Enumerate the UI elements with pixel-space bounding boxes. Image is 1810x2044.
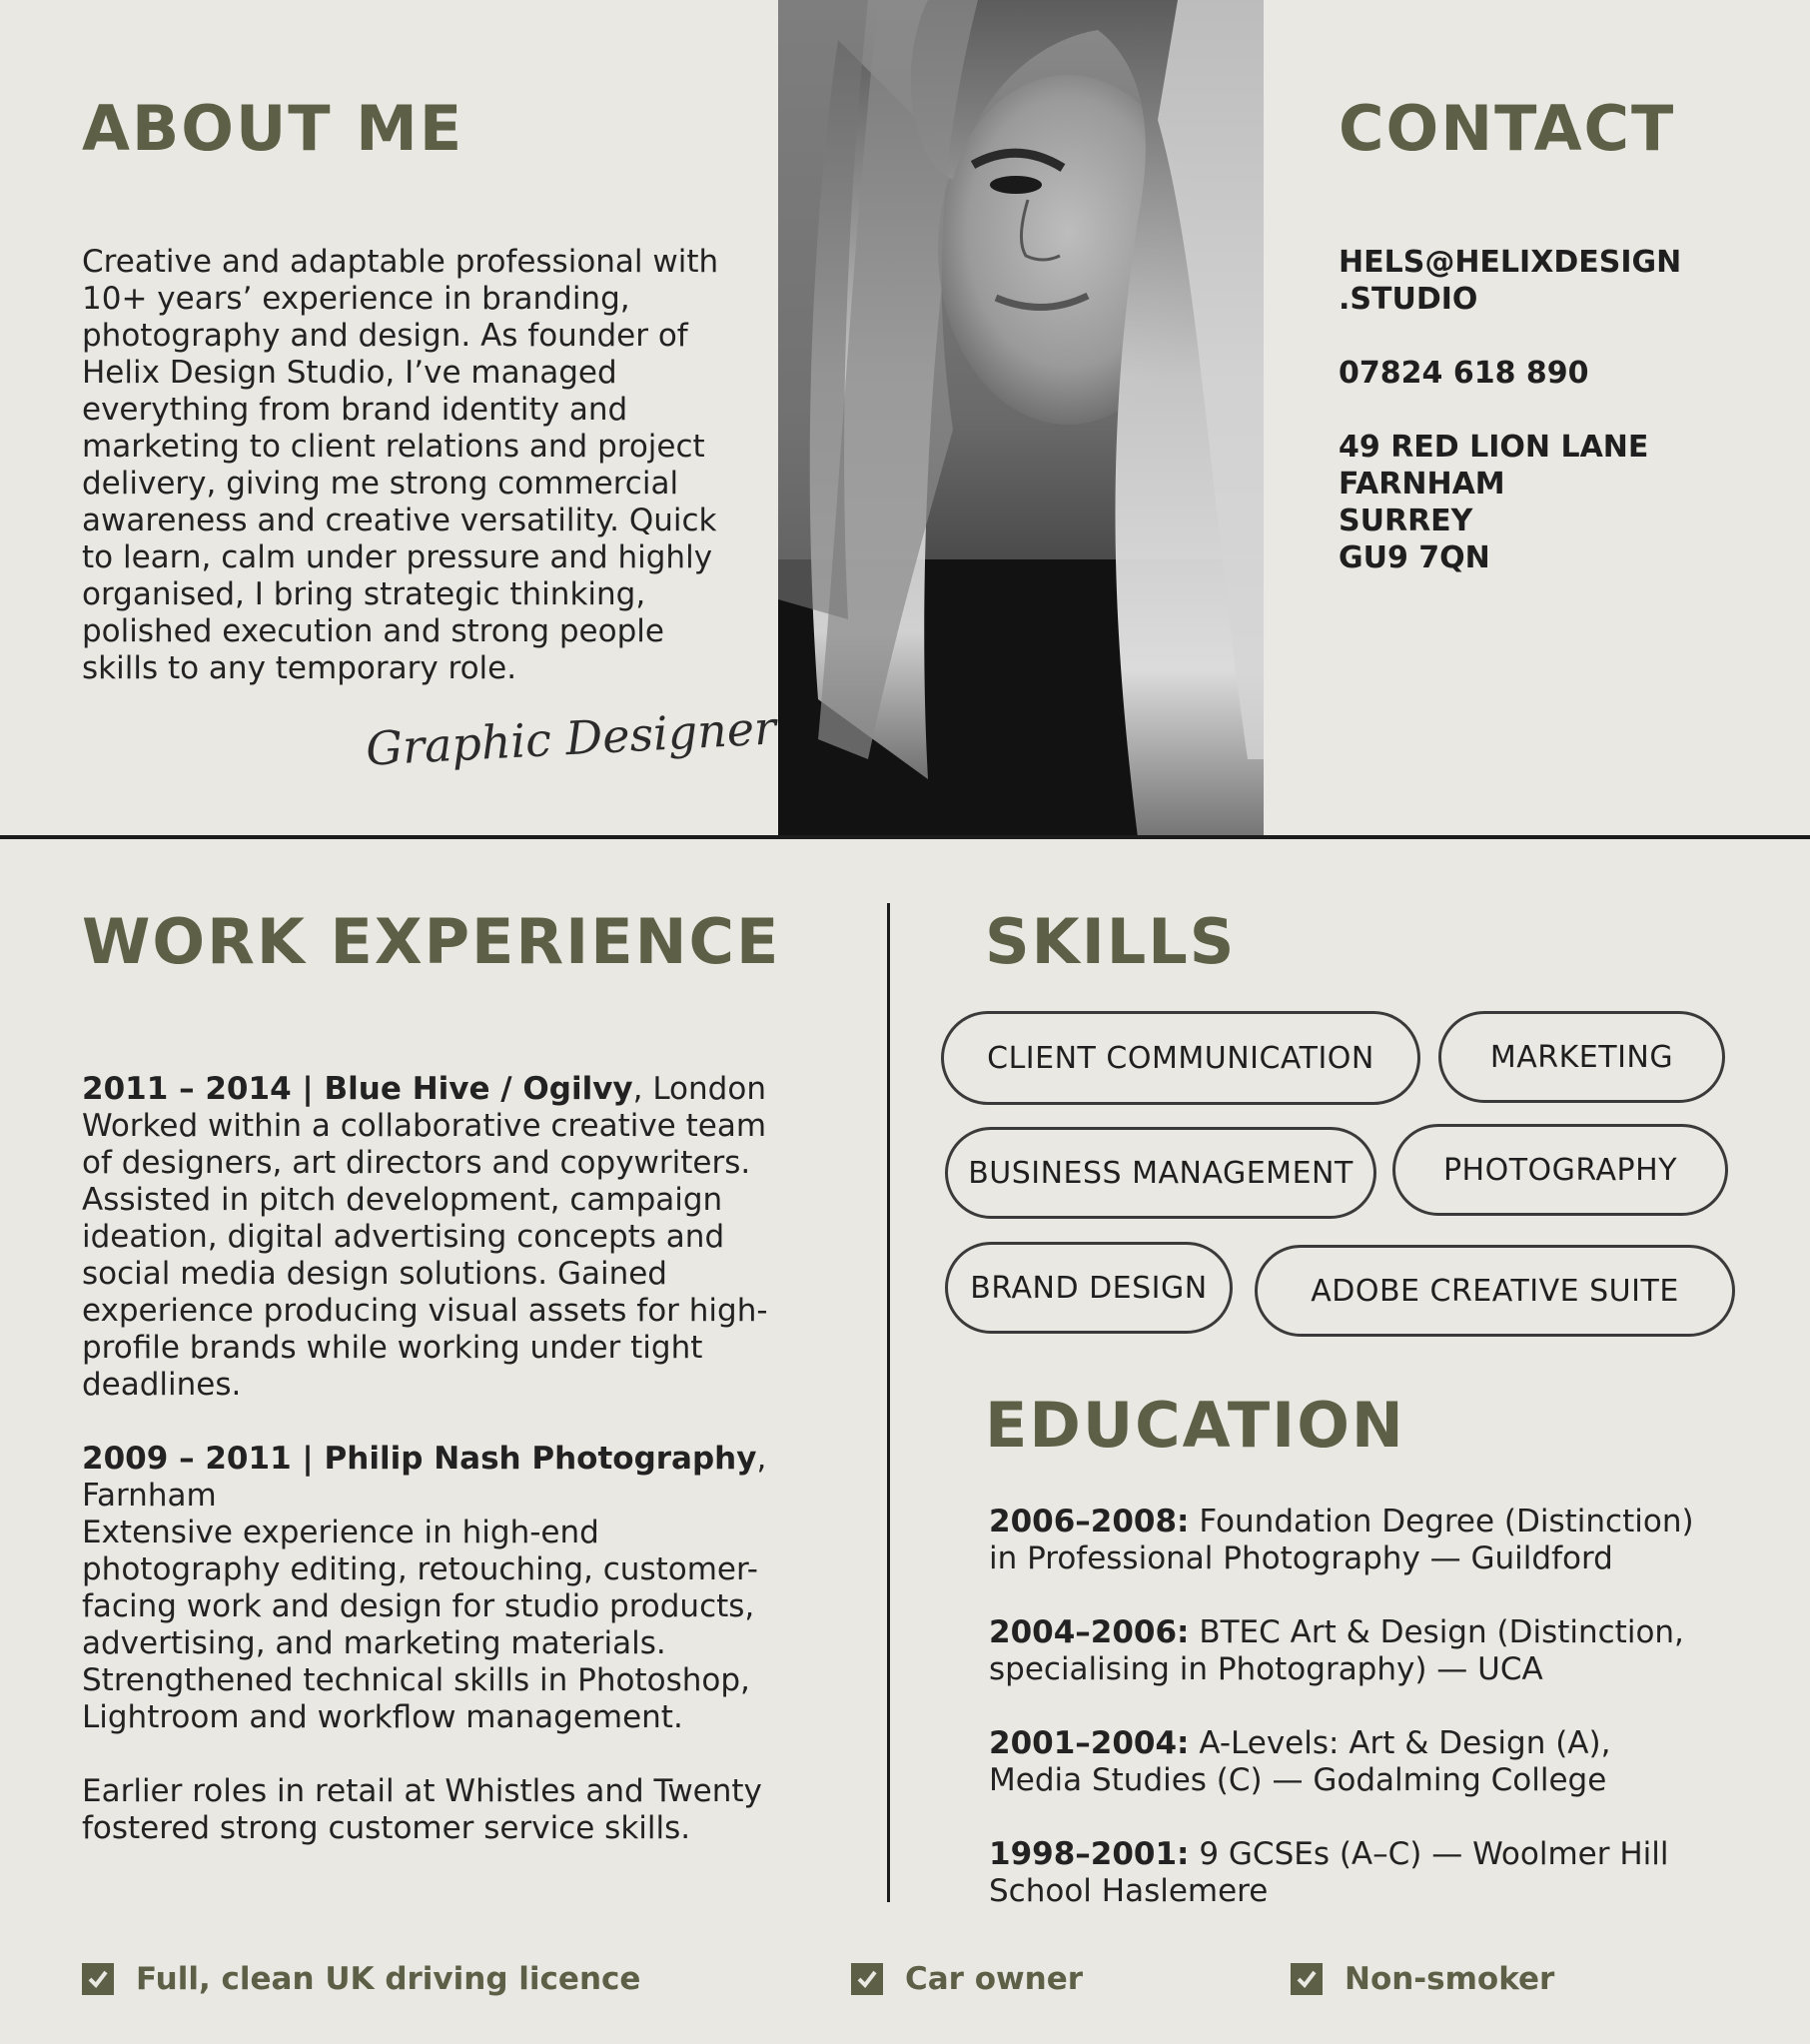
education-item <box>989 1504 1708 1577</box>
education-item <box>989 1614 1708 1688</box>
email-line-1[interactable]: HELS@HELIXDESIGN <box>1339 245 1682 280</box>
skill-pill: CLIENT COMMUNICATION <box>941 1011 1420 1105</box>
about-heading: ABOUT ME <box>82 92 464 165</box>
address-line-3: SURREY <box>1339 504 1473 538</box>
checkbox-icon <box>1291 1963 1323 1995</box>
email-line-2[interactable]: .STUDIO <box>1339 282 1478 317</box>
job-location: , London <box>632 1071 766 1107</box>
phone-number[interactable]: 07824 618 890 <box>1339 356 1589 391</box>
skill-pill: ADOBE CREATIVE SUITE <box>1255 1245 1735 1337</box>
skill-pill: BRAND DESIGN <box>945 1242 1233 1334</box>
check-driving-licence <box>82 1961 640 1997</box>
education-years: 2004–2006: <box>989 1614 1190 1650</box>
education-text: A-Levels: Art & Design (A), Media Studies (C) — Godalming College <box>989 1725 1611 1798</box>
education-years: 2001–2004: <box>989 1725 1190 1761</box>
job-title: 2009 – 2011 | Philip Nash Photography <box>82 1441 757 1477</box>
job-entry <box>82 1441 781 1736</box>
education-years: 1998–2001: <box>989 1836 1190 1872</box>
signature-graphic-designer: Graphic Designer <box>364 700 778 776</box>
address-line-4: GU9 7QN <box>1339 540 1490 575</box>
address-line-2: FARNHAM <box>1339 467 1505 502</box>
job-location: , Farnham <box>82 1441 767 1514</box>
job-entry <box>82 1071 781 1404</box>
work-experience-list <box>82 1071 781 1884</box>
about-text: Creative and adaptable professional with 10+ years’ experience in branding, photography and design. As founder of Helix Design Studio, I’ve managed everything from brand identity and marketing to client relations and project delivery, giving me strong commercial awareness and creative versatility. Quick to learn, calm under pressure and highly organised, I bring strategic thinking, polished execution and strong people skills to any temporary role. <box>82 244 719 686</box>
education-item <box>989 1836 1708 1910</box>
check-label: Non-smoker <box>1345 1961 1555 1997</box>
education-years: 2006–2008: <box>989 1504 1190 1539</box>
horizontal-divider <box>0 835 1810 839</box>
profile-photo <box>778 0 1264 837</box>
education-item <box>989 1725 1708 1799</box>
education-text: Foundation Degree (Distinction) in Professional Photography — Guildford <box>989 1504 1694 1576</box>
check-label: Full, clean UK driving licence <box>136 1961 641 1997</box>
education-text: 9 GCSEs (A–C) — Woolmer Hill School Haslemere <box>989 1836 1669 1909</box>
skill-pill: MARKETING <box>1438 1011 1725 1103</box>
check-car-owner <box>851 1961 1083 1997</box>
address-line-1: 49 RED LION LANE <box>1339 430 1649 465</box>
check-label: Car owner <box>905 1961 1084 1997</box>
skill-pill: BUSINESS MANAGEMENT <box>945 1127 1376 1219</box>
education-heading: EDUCATION <box>985 1389 1405 1462</box>
job-title: 2011 – 2014 | Blue Hive / Ogilvy <box>82 1071 633 1107</box>
education-list <box>989 1504 1708 1947</box>
education-text: BTEC Art & Design (Distinction, specialising in Photography) — UCA <box>989 1614 1684 1687</box>
skill-pill: PHOTOGRAPHY <box>1392 1124 1728 1216</box>
job-description: Extensive experience in high-end photography editing, retouching, customer-facing work and design for studio products, advertising, and marketing materials. Strengthened technical skills in Photoshop, Lightroom and workflow management. <box>82 1515 758 1735</box>
skills-heading: SKILLS <box>985 905 1237 978</box>
work-experience-heading: WORK EXPERIENCE <box>82 905 781 978</box>
vertical-divider <box>887 903 890 1902</box>
job-description: Worked within a collaborative creative team of designers, art directors and copywriters. Assisted in pitch development, campaign ideation, digital advertising concepts and social media design solutions. Gained experience producing visual assets for high-profile brands while working under tight deadlines. <box>82 1108 768 1403</box>
check-non-smoker <box>1291 1961 1554 1997</box>
contact-heading: CONTACT <box>1339 92 1676 165</box>
checkbox-icon <box>82 1963 114 1995</box>
checkbox-icon <box>851 1963 883 1995</box>
earlier-roles: Earlier roles in retail at Whistles and Twenty fostered strong customer service skills. <box>82 1773 762 1846</box>
contact-details <box>1339 244 1681 576</box>
